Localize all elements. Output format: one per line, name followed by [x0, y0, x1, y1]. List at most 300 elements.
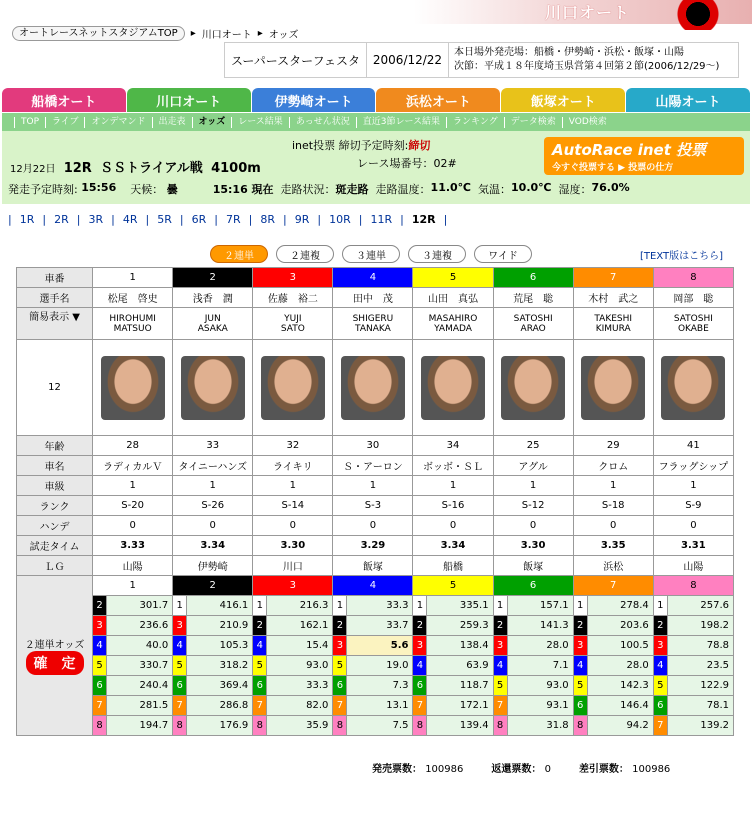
net-label: 差引票数：: [578, 764, 629, 775]
odds-second-num: 2: [93, 596, 107, 616]
breadcrumb-sep-icon: ▸: [190, 28, 196, 39]
cell-trial: 3.33: [93, 536, 173, 556]
race-nav-sep: |: [248, 213, 253, 226]
odds-second-num: 1: [253, 596, 267, 616]
odds-value[interactable]: 28.0: [507, 636, 573, 656]
race-title: [10, 157, 261, 176]
odds-value[interactable]: 176.9: [187, 716, 253, 736]
ticket-summary: [372, 760, 670, 775]
cell-car: ボッボ・ＳＬ: [413, 456, 493, 476]
row-label-trial: 試走タイム: [17, 536, 93, 556]
race-date-short: 12月22日: [10, 164, 56, 175]
odds-second-num: 1: [333, 596, 347, 616]
odds-value[interactable]: 7.1: [507, 656, 573, 676]
odds-second-num: 3: [413, 636, 427, 656]
row-romaji: [17, 308, 734, 340]
odds-second-num: 7: [333, 696, 347, 716]
cell-num: 2: [173, 268, 253, 288]
odds-second-num: 5: [93, 656, 107, 676]
row-age: [17, 436, 734, 456]
simple-view-label: 簡易表示: [29, 312, 70, 323]
cell-name: 山田 真弘: [413, 288, 493, 308]
romaji-last: TANAKA: [355, 323, 391, 334]
odds-value[interactable]: 40.0: [107, 636, 173, 656]
inet-label: inet投票: [292, 139, 336, 152]
odds-value[interactable]: 63.9: [427, 656, 493, 676]
race-number: 12R: [63, 161, 92, 176]
tab-venue-2[interactable]: 伊勢崎オート: [252, 88, 376, 112]
row-cls: [17, 476, 734, 496]
row-label-rank: ランク: [17, 496, 93, 516]
venue-number-line: [357, 155, 457, 171]
odds-second-num: 8: [573, 716, 587, 736]
cell-trial: 3.31: [653, 536, 733, 556]
cell-name: 松尾 啓史: [93, 288, 173, 308]
race-nav-sep: |: [179, 213, 184, 226]
tab-venue-4[interactable]: 飯塚オート: [501, 88, 625, 112]
romaji-first: YUJI: [284, 313, 302, 324]
romaji-first: JUN: [204, 313, 221, 324]
cell-name: 浅香 潤: [173, 288, 253, 308]
cell-age: 30: [333, 436, 413, 456]
cell-name: 荒尾 聡: [493, 288, 573, 308]
odds-second-num: 6: [653, 696, 667, 716]
cell-trial: 3.34: [173, 536, 253, 556]
race-link-9[interactable]: 9R: [294, 213, 310, 226]
rider-photo: [661, 356, 725, 420]
cell-romaji: [573, 308, 653, 340]
odds-second-num: 4: [573, 656, 587, 676]
breadcrumb-venue[interactable]: 川口オート: [201, 30, 252, 41]
odds-second-num: 5: [253, 656, 267, 676]
odds-second-num: 8: [253, 716, 267, 736]
odds-value[interactable]: 93.0: [507, 676, 573, 696]
odds-value[interactable]: 203.6: [587, 616, 653, 636]
odds-first-col: 4: [333, 576, 413, 596]
odds-value[interactable]: 335.1: [427, 596, 493, 616]
breadcrumb-sep-icon: ▸: [257, 28, 263, 39]
venue-tabs: [2, 88, 750, 112]
odds-value[interactable]: 301.7: [107, 596, 173, 616]
cell-age: 28: [93, 436, 173, 456]
odds-value[interactable]: 416.1: [187, 596, 253, 616]
cell-car: フラッグシップ: [653, 456, 733, 476]
odds-row: [17, 616, 734, 636]
race-link-3[interactable]: 3R: [88, 213, 104, 226]
odds-value[interactable]: 141.3: [507, 616, 573, 636]
rider-photo: [181, 356, 245, 420]
odds-second-num: 6: [253, 676, 267, 696]
rider-photo-cell: [93, 340, 173, 436]
cell-rank: S-16: [413, 496, 493, 516]
odds-second-num: 5: [493, 676, 507, 696]
subnav-item-1[interactable]: ライブ: [45, 117, 84, 128]
odds-value[interactable]: 28.0: [587, 656, 653, 676]
sub-navigation: [2, 113, 750, 131]
odds-second-num: 3: [653, 636, 667, 656]
simple-view-select[interactable]: [17, 308, 93, 340]
cell-cls: 1: [93, 476, 173, 496]
romaji-first: SHIGERU: [352, 313, 394, 324]
bet-type-button-4[interactable]: ワイド: [474, 245, 532, 263]
cell-age: 25: [493, 436, 573, 456]
odds-value[interactable]: 7.3: [347, 676, 413, 696]
odds-second-num: 1: [413, 596, 427, 616]
tab-venue-1[interactable]: 川口オート: [127, 88, 251, 112]
odds-second-num: 4: [653, 656, 667, 676]
odds-value[interactable]: 240.4: [107, 676, 173, 696]
odds-value[interactable]: 216.3: [267, 596, 333, 616]
race-info-box: [224, 42, 739, 78]
cell-hc: 0: [253, 516, 333, 536]
odds-second-num: 2: [333, 616, 347, 636]
net-count: [579, 760, 670, 775]
bet-type-button-3[interactable]: ３連複: [408, 245, 466, 263]
odds-first-col: 6: [493, 576, 573, 596]
row-label-age: 年齢: [17, 436, 93, 456]
humidity: 76.0%: [591, 181, 630, 194]
romaji-first: SATOSHI: [513, 313, 553, 324]
cell-hc: 0: [493, 516, 573, 536]
odds-second-num: 8: [93, 716, 107, 736]
cell-lg: 川口: [253, 556, 333, 576]
sales-label: 発売票数：: [372, 764, 422, 775]
odds-value[interactable]: 142.3: [587, 676, 653, 696]
race-nav-sep: |: [8, 213, 12, 226]
odds-row: [17, 636, 734, 656]
row-label-lg: ＬＧ: [17, 556, 93, 576]
race-link-4[interactable]: 4R: [122, 213, 138, 226]
row-odds-header: [17, 576, 734, 596]
odds-second-num: 3: [93, 616, 107, 636]
confirmed-badge: 確 定: [26, 651, 84, 675]
odds-value[interactable]: 78.1: [667, 696, 733, 716]
odds-value[interactable]: 146.4: [587, 696, 653, 716]
odds-value[interactable]: 35.9: [267, 716, 333, 736]
odds-value[interactable]: 7.5: [347, 716, 413, 736]
subnav-item-2[interactable]: オンデマンド: [84, 117, 151, 128]
odds-first-col: 8: [653, 576, 733, 596]
cell-romaji: [493, 308, 573, 340]
odds-second-num: 8: [493, 716, 507, 736]
top-banner: [0, 0, 752, 24]
odds-value[interactable]: 281.5: [107, 696, 173, 716]
race-nav-sep: |: [214, 213, 218, 226]
sales-count: [372, 760, 463, 775]
row-label-num: 車番: [17, 268, 93, 288]
rider-photo: [101, 356, 165, 420]
odds-first-col: 1: [93, 576, 173, 596]
cell-num: 7: [573, 268, 653, 288]
refund-count: [491, 760, 551, 775]
conditions-row: [8, 181, 630, 197]
cell-hc: 0: [173, 516, 253, 536]
odds-second-num: 5: [573, 676, 587, 696]
odds-value[interactable]: 94.2: [587, 716, 653, 736]
race-link-12[interactable]: 12R: [411, 213, 436, 226]
odds-value[interactable]: 15.4: [267, 636, 333, 656]
odds-second-num: 7: [173, 696, 187, 716]
romaji-first: SATOSHI: [673, 313, 713, 324]
subnav-item-10[interactable]: VOD検索: [562, 117, 613, 128]
tab-venue-3[interactable]: 浜松オート: [376, 88, 500, 112]
odds-value[interactable]: 139.2: [667, 716, 733, 736]
site-logo[interactable]: 川口オート: [545, 3, 631, 22]
subnav-item-0[interactable]: TOP: [14, 117, 45, 128]
odds-second-num: 5: [653, 676, 667, 696]
row-name: [17, 288, 734, 308]
cell-age: 41: [653, 436, 733, 456]
tab-venue-0[interactable]: 船橋オート: [2, 88, 126, 112]
race-nav-sep: |: [76, 213, 81, 226]
cell-hc: 0: [413, 516, 493, 536]
cell-cls: 1: [573, 476, 653, 496]
odds-value[interactable]: 236.6: [107, 616, 173, 636]
cell-lg: 浜松: [573, 556, 653, 576]
romaji-first: TAKESHI: [594, 313, 633, 324]
romaji-last: ASAKA: [197, 323, 228, 334]
odds-second-num: 1: [173, 596, 187, 616]
cell-romaji: [413, 308, 493, 340]
text-version-link[interactable]: [TEXT版はこちら]: [640, 251, 724, 262]
odds-value[interactable]: 172.1: [427, 696, 493, 716]
cell-age: 33: [173, 436, 253, 456]
odds-value[interactable]: 157.1: [507, 596, 573, 616]
subnav-item-6[interactable]: あっせん状況: [289, 117, 356, 128]
odds-second-num: 8: [173, 716, 187, 736]
odds-value[interactable]: 122.9: [667, 676, 733, 696]
odds-second-num: 6: [173, 676, 187, 696]
odds-value[interactable]: 259.3: [427, 616, 493, 636]
odds-first-col: 7: [573, 576, 653, 596]
race-link-1[interactable]: 1R: [19, 213, 35, 226]
row-hc: [17, 516, 734, 536]
sales-value: 100986: [425, 764, 464, 775]
subnav-item-8[interactable]: ランキング: [446, 117, 504, 128]
odds-value[interactable]: 33.3: [347, 596, 413, 616]
odds-value[interactable]: 5.6: [347, 636, 413, 656]
row-photo: [17, 340, 734, 436]
cell-num: 5: [413, 268, 493, 288]
cell-rank: S-26: [173, 496, 253, 516]
subnav-item-7[interactable]: 直近3節レース結果: [356, 117, 446, 128]
odds-row: [17, 696, 734, 716]
odds-value[interactable]: 118.7: [427, 676, 493, 696]
net-value: 100986: [632, 764, 671, 775]
cell-cls: 1: [173, 476, 253, 496]
odds-value[interactable]: 139.4: [427, 716, 493, 736]
race-nav-sep: |: [111, 213, 115, 226]
odds-first-col: 2: [173, 576, 253, 596]
race-link-10[interactable]: 10R: [329, 213, 351, 226]
subnav-item-3[interactable]: 出走表: [152, 117, 192, 128]
race-nav-sep: |: [358, 213, 363, 226]
cell-hc: 0: [93, 516, 173, 536]
race-number-large: 12: [17, 340, 93, 436]
cell-cls: 1: [493, 476, 573, 496]
race-link-5[interactable]: 5R: [157, 213, 172, 226]
odds-value[interactable]: 100.5: [587, 636, 653, 656]
cell-hc: 0: [653, 516, 733, 536]
race-link-6[interactable]: 6R: [191, 213, 207, 226]
odds-value[interactable]: 82.0: [267, 696, 333, 716]
venue-label: レース場番号：: [357, 157, 434, 170]
bet-type-button-0[interactable]: ２連単: [210, 245, 268, 263]
cell-rank: S-20: [93, 496, 173, 516]
odds-value[interactable]: 162.1: [267, 616, 333, 636]
cell-car: ライキリ: [253, 456, 333, 476]
odds-second-num: 3: [173, 616, 187, 636]
cell-trial: 3.35: [573, 536, 653, 556]
odds-table: [16, 267, 734, 736]
cell-age: 29: [573, 436, 653, 456]
odds-value[interactable]: 330.7: [107, 656, 173, 676]
odds-value[interactable]: 210.9: [187, 616, 253, 636]
race-link-11[interactable]: 11R: [370, 213, 393, 226]
subnav-item-5[interactable]: レース結果: [231, 117, 289, 128]
deadline-value: 締切: [408, 139, 431, 152]
dropdown-icon: ▼: [69, 312, 80, 323]
odds-second-num: 3: [333, 636, 347, 656]
race-nav-sep: |: [145, 213, 150, 226]
rider-photo-cell: [493, 340, 573, 436]
odds-value[interactable]: 33.3: [267, 676, 333, 696]
cell-lg: 船橋: [413, 556, 493, 576]
cell-lg: 伊勢崎: [173, 556, 253, 576]
odds-value[interactable]: 278.4: [587, 596, 653, 616]
row-rank: [17, 496, 734, 516]
odds-value[interactable]: 78.8: [667, 636, 733, 656]
row-lg: [17, 556, 734, 576]
race-nav-sep: |: [283, 213, 287, 226]
odds-row: [17, 596, 734, 616]
cell-num: 1: [93, 268, 173, 288]
cell-hc: 0: [573, 516, 653, 536]
odds-label: ２連単オッズ: [24, 640, 85, 651]
odds-value[interactable]: 198.2: [667, 616, 733, 636]
rider-photo: [501, 356, 565, 420]
odds-value[interactable]: 93.0: [267, 656, 333, 676]
cell-cls: 1: [413, 476, 493, 496]
humidity-label: 湿度：: [558, 183, 592, 196]
race-nav-sep: |: [317, 213, 322, 226]
banner-title: AutoRace inet 投票: [552, 141, 707, 159]
odds-value[interactable]: 31.8: [507, 716, 573, 736]
rider-photo-cell: [653, 340, 733, 436]
race-link-7[interactable]: 7R: [225, 213, 241, 226]
romaji-last: YAMADA: [434, 323, 472, 334]
odds-second-num: 1: [493, 596, 507, 616]
odds-second-num: 4: [93, 636, 107, 656]
cell-rank: S-9: [653, 496, 733, 516]
odds-second-num: 7: [93, 696, 107, 716]
romaji-last: SATO: [280, 323, 305, 334]
rider-photo-cell: [413, 340, 493, 436]
cell-trial: 3.29: [333, 536, 413, 556]
romaji-last: MATSUO: [113, 323, 152, 334]
cell-num: 8: [653, 268, 733, 288]
cell-romaji: [173, 308, 253, 340]
cell-cls: 1: [253, 476, 333, 496]
tab-venue-5[interactable]: 山陽オート: [626, 88, 750, 112]
odds-second-num: 4: [253, 636, 267, 656]
odds-second-num: 6: [413, 676, 427, 696]
cell-car: Ｓ・アーロン: [333, 456, 413, 476]
bet-type-button-1[interactable]: ２連複: [276, 245, 334, 263]
odds-value[interactable]: 105.3: [187, 636, 253, 656]
race-series-name: スーパースターフェスタ: [225, 43, 367, 77]
subnav-item-9[interactable]: データ検索: [504, 117, 562, 128]
odds-value[interactable]: 33.7: [347, 616, 413, 636]
odds-value[interactable]: 19.0: [347, 656, 413, 676]
odds-second-num: 3: [493, 636, 507, 656]
cell-car: クロム: [573, 456, 653, 476]
odds-value[interactable]: 13.1: [347, 696, 413, 716]
odds-second-num: 7: [653, 716, 667, 736]
odds-value[interactable]: 23.5: [667, 656, 733, 676]
odds-second-num: 8: [413, 716, 427, 736]
offsite-venues: 本日場外発売場：船橋・伊勢崎・浜松・飯塚・山陽: [454, 47, 684, 58]
cell-romaji: [333, 308, 413, 340]
breadcrumb: [12, 26, 298, 41]
race-distance: 4100m: [211, 161, 261, 176]
cell-lg: 飯塚: [493, 556, 573, 576]
cell-num: 4: [333, 268, 413, 288]
logo-mark-icon: [668, 0, 752, 30]
odds-first-col: 5: [413, 576, 493, 596]
bet-type-button-2[interactable]: ３連単: [342, 245, 400, 263]
odds-value[interactable]: 138.4: [427, 636, 493, 656]
odds-second-num: 4: [173, 636, 187, 656]
cell-num: 6: [493, 268, 573, 288]
romaji-first: MASAHIRO: [428, 313, 478, 324]
race-status-panel: [2, 131, 750, 204]
odds-value[interactable]: 194.7: [107, 716, 173, 736]
odds-second-num: 2: [573, 616, 587, 636]
odds-value[interactable]: 286.8: [187, 696, 253, 716]
race-link-2[interactable]: 2R: [54, 213, 69, 226]
odds-value[interactable]: 257.6: [667, 596, 733, 616]
rider-photo-cell: [173, 340, 253, 436]
subnav-item-4[interactable]: オッズ: [192, 117, 232, 128]
inet-vote-banner[interactable]: [544, 137, 744, 175]
row-trial: [17, 536, 734, 556]
odds-second-num: 4: [493, 656, 507, 676]
row-car: [17, 456, 734, 476]
cell-hc: 0: [333, 516, 413, 536]
cell-trial: 3.30: [493, 536, 573, 556]
row-label-hc: ハンデ: [17, 516, 93, 536]
odds-value[interactable]: 93.1: [507, 696, 573, 716]
odds-value[interactable]: 369.4: [187, 676, 253, 696]
cell-name: 岡部 聡: [653, 288, 733, 308]
odds-second-num: 2: [253, 616, 267, 636]
race-date: 2006/12/22: [367, 43, 449, 77]
rider-photo: [581, 356, 645, 420]
odds-value[interactable]: 318.2: [187, 656, 253, 676]
romaji-last: ARAO: [520, 323, 546, 334]
next-meet: 次節：平成１８年度埼玉県営第４回第２節(2006/12/29～): [454, 61, 720, 72]
home-link[interactable]: オートレースネットスタジアムTOP: [12, 26, 185, 41]
rider-photo: [421, 356, 485, 420]
row-label-name: 選手名: [17, 288, 93, 308]
race-link-8[interactable]: 8R: [260, 213, 275, 226]
air-temp: 10.0℃: [511, 181, 552, 194]
refund-label: 返還票数：: [491, 764, 542, 775]
weather: 曇: [166, 183, 178, 196]
cell-age: 32: [253, 436, 333, 456]
cell-rank: S-14: [253, 496, 333, 516]
